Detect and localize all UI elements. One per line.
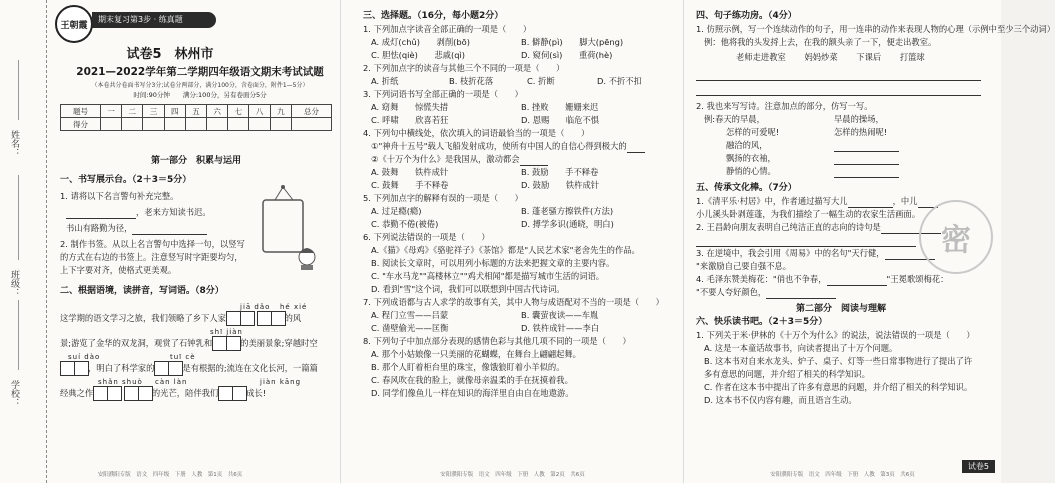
binding-school-label: 学校： <box>9 380 19 407</box>
answer-blank[interactable] <box>834 177 899 178</box>
q3-7-options <box>363 309 673 335</box>
q1-2-prompt: 2. 制作书签。从以上名言警句中选择一句，以竖写的方式在右边的书签上。注意竖写时字距要均匀，上下字要对齐，使格式更美观。 <box>60 239 245 275</box>
q3-2-options <box>363 75 673 88</box>
sentence-text: ②《十万个为什么》是我国从，激动都会 <box>371 154 520 164</box>
pinyin-row <box>60 376 332 386</box>
score-cell: 二 <box>122 105 143 118</box>
score-table <box>60 104 332 131</box>
q1-1-prompt: 1. 请将以下名言警句补充完整。 <box>60 191 179 201</box>
page-footer: 安阳濮阳专版 语文 四年级 下册 人教 第2页 共6页 <box>440 472 585 478</box>
char-box[interactable] <box>218 386 233 401</box>
sentence-text: ①"神舟十五号"载人飞船发射成功，使所有中国人的自信心得到极大的 <box>371 141 627 151</box>
option-c[interactable]: C. 折断 <box>527 76 555 86</box>
option-a[interactable]: A. 窈舞 惊慌失措 <box>371 102 449 112</box>
option-a[interactable]: A. 鼓舞 铁杵成针 <box>371 167 449 177</box>
pinyin-row <box>60 351 332 361</box>
prompt-word: 下课后 <box>856 52 882 62</box>
binding-name-label: 姓名： <box>9 130 19 157</box>
sentence-text: 景;游览了金华的双龙洞，观赏了石钟乳和 <box>60 338 213 348</box>
q5-text: ，中儿 <box>892 196 918 206</box>
bookmark-illustration <box>255 185 320 270</box>
pinyin-row <box>60 326 332 336</box>
option-b[interactable]: B. 挫败 姗姗来迟 <box>521 102 599 112</box>
q5-text: "王冕歌颂梅花： <box>886 274 949 284</box>
q3-8-stem: 8. 下列句子中加点部分表现的感情色彩与其他几项不同的一项是（ ） <box>363 336 631 346</box>
q3-4-sentence-1 <box>363 140 673 153</box>
pinyin-label: càn làn <box>155 378 188 386</box>
option-d[interactable]: D. 这本书不仅内容有趣，而且语言生动。 <box>704 395 857 405</box>
q3-5-stem: 5. 下列加点字的解释有误的一项是（ ） <box>363 193 523 203</box>
score-header-row <box>61 105 332 118</box>
q5-text: 2. 王昌龄向朋友表明自己纯洁正直的志向的诗句是 <box>696 222 881 232</box>
page-2 <box>340 0 684 483</box>
option-a[interactable]: A. 过足瘾(瘾) <box>371 206 422 216</box>
exam-note: （本卷共分卷面书写分3分;试卷分两部分，满分100分，含卷面分，附件1—5分） <box>91 82 309 89</box>
poem-line: 例:春天的早晨， <box>704 114 765 124</box>
char-box[interactable] <box>226 311 241 326</box>
poem-line: 早晨的操场， <box>834 114 884 124</box>
q1-heading: 一、书写展示台。（2＋3＝5分） <box>60 175 192 185</box>
score-cell: 得分 <box>61 118 101 131</box>
option-d[interactable]: D. 同学们像鱼儿一样在知识的海洋里自由自在地遨游。 <box>371 388 574 398</box>
option-c[interactable]: C. 呼啸 欣喜若狂 <box>371 115 449 125</box>
option-b[interactable]: B. 这本书对自来水龙头、炉子、桌子、灯等一些日常事物进行了提出了许多有意思的问题，并介绍了相关的科学知识。 <box>704 356 973 379</box>
poem-line: 怎样的热闹呢! <box>834 127 888 137</box>
option-d[interactable]: D. 恩赐 临危不惧 <box>521 115 600 125</box>
option-d[interactable]: D. 窥伺(sì) 重荷(hè) <box>521 50 613 60</box>
confidential-stamp: 密 <box>919 200 993 274</box>
page-1 <box>0 0 340 483</box>
option-d[interactable]: D. 铁杵成针——李白 <box>521 323 600 333</box>
score-cell[interactable] <box>270 118 291 131</box>
sentence-text: 的风 <box>284 313 302 323</box>
option-a[interactable]: A.《猫》《母鸡》《骆驼祥子》《茶馆》都是"人民艺术家"老舍先生的作品。 <box>371 245 640 255</box>
q3-4-sentence-2 <box>363 153 673 166</box>
score-cell[interactable] <box>228 118 249 131</box>
q3-1-options <box>363 36 673 62</box>
q5-text: 3. 在逆境中，我会引用《周易》中的名句"天行健， <box>696 248 885 258</box>
q3-2-stem: 2. 下列加点字的读音与其他三个不同的一项是（ ） <box>363 63 565 73</box>
answer-blank[interactable] <box>66 218 136 219</box>
option-d[interactable]: D. 不折不扣 <box>597 76 642 86</box>
page-footer: 安阳濮阳专版 语文 四年级 下册 人教 第3页 共6页 <box>770 472 915 478</box>
option-c[interactable]: C. 春风吹在我的脸上，就像母亲温柔的手在抚摸着我。 <box>371 375 573 385</box>
page-2-body <box>363 10 673 400</box>
score-cell[interactable] <box>122 118 143 131</box>
option-b[interactable]: B. 囊萤夜读——车胤 <box>521 310 599 320</box>
pinyin-label: hé xié <box>280 303 308 311</box>
page-footer: 安阳濮阳专版 语文 四年级 下册 人教 第1页 共6页 <box>97 472 243 478</box>
option-b[interactable]: B. 那个人盯着柜台里的珠宝，像饿狼盯着小羊似的。 <box>371 362 565 372</box>
sentence-text: 这学期的语文学习之旅，我们领略了乡下人家 <box>60 313 226 323</box>
binding-line <box>18 300 19 370</box>
prompt-word: 妈妈炒菜 <box>804 52 838 62</box>
q1-1-text: 书山有路勤为径， <box>66 223 133 233</box>
option-a[interactable]: A. 程门立雪——吕蒙 <box>371 310 449 320</box>
pinyin-label: shǎn shuò <box>98 378 143 386</box>
poem-line: 怎样的可爱呢! <box>726 127 780 137</box>
q4-2-poem <box>696 113 986 178</box>
binding-line <box>18 175 19 260</box>
char-box[interactable] <box>154 361 169 376</box>
q4-1-prompt: 1. 仿照示例，写一个连续动作的句子，用一连串的动作来表现人物的心理（示例中至少三个动词） <box>696 24 1055 34</box>
q3-8-options <box>363 348 673 400</box>
q5-text: 4. 毛泽东赞美梅花："俏也不争春， <box>696 274 827 284</box>
option-b[interactable]: B. 蓬老骚方擦铁件(方法) <box>521 206 614 216</box>
option-b[interactable]: B. 僻静(pì) 脚大(pēng) <box>521 37 624 47</box>
pinyin-label: jiā dǎo <box>240 303 271 311</box>
q3-3-options <box>363 101 673 127</box>
sentence-text: 的美丽景象;穿越时空 <box>240 338 318 348</box>
pinyin-label: tuī cè <box>170 353 196 361</box>
option-c[interactable]: C. 鼓舞 手不释卷 <box>371 180 449 190</box>
poem-line: 静悄的心情。 <box>726 166 776 176</box>
q4-2-prompt: 2. 我也来写写诗。注意加点的部分，仿写一写。 <box>696 101 873 111</box>
option-c[interactable]: C. 胆怯(qiè) 悲戚(qì) <box>371 50 466 60</box>
q5-4 <box>696 273 986 286</box>
score-cell: 一 <box>100 105 121 118</box>
q5-text: "不要人夸好颜色， <box>696 287 767 297</box>
q6-1-options <box>696 342 986 407</box>
review-banner: 期末复习第3步 · 练真题 <box>92 12 216 28</box>
char-box[interactable] <box>232 386 247 401</box>
option-a[interactable]: A. 折纸 <box>371 76 399 86</box>
option-a[interactable]: A. 那个小姑娘像一只美丽的花蝴蝶，在舞台上翩翩起舞。 <box>371 349 581 359</box>
q6-1-stem: 1. 下列关于米·伊林的《十万个为什么》的说法，说法错误的一项是（ ） <box>696 330 975 340</box>
q1-1-text: ，老来方知读书迟。 <box>136 207 211 217</box>
sentence-text: 的光芒，陪伴我们 <box>151 388 219 398</box>
score-cell[interactable] <box>100 118 121 131</box>
sentence-text: 是有根据的;流连在文化长河，一篇篇 <box>182 363 318 373</box>
binding-strip <box>4 0 47 483</box>
score-cell[interactable] <box>249 118 270 131</box>
q4-1-example: 例：他将我的头发捋上去，在我的额头亲了一下，便走出教室。 <box>704 37 937 47</box>
sentence-text: 成长! <box>246 388 267 398</box>
q3-7-stem: 7. 下列成语都与古人求学的故事有关，其中人物与成语配对不当的一项是（ ） <box>363 297 664 307</box>
score-cell: 九 <box>270 105 291 118</box>
q3-6-stem: 6. 下列说法错误的一项是（ ） <box>363 232 490 242</box>
q3-4-options <box>363 166 673 192</box>
answer-blank[interactable] <box>132 234 207 235</box>
score-cell: 三 <box>143 105 164 118</box>
exam-time: 时间:90分钟 满分:100分，另有卷面分5分 <box>133 91 267 99</box>
score-cell: 题号 <box>61 105 101 118</box>
q3-6-options <box>363 244 673 296</box>
sentence-text: ，明白了科学家的 <box>88 363 155 373</box>
score-cell[interactable] <box>164 118 185 131</box>
option-c[interactable]: C. 作者在这本书中提出了许多有意思的问题，并介绍了相关的科学知识。 <box>704 382 973 392</box>
option-b[interactable]: B. 鼓励 手不释卷 <box>521 167 599 177</box>
answer-blank[interactable] <box>627 152 645 153</box>
q4-1-words <box>696 51 986 64</box>
q3-heading: 三、选择题。（16分，每小题2分） <box>363 11 504 21</box>
option-b[interactable]: B. 枝折花落 <box>449 76 494 86</box>
q4-heading: 四、句子练功房。（4分） <box>696 11 797 21</box>
q5-3-cont: "来激励自己要自强不息。 <box>696 261 792 271</box>
poem-line: 融洽的风， <box>726 140 768 150</box>
binding-class-label: 班级： <box>9 270 19 297</box>
score-cell[interactable] <box>143 118 164 131</box>
score-cell[interactable] <box>207 118 228 131</box>
answer-blank[interactable] <box>766 298 836 299</box>
answer-line[interactable] <box>696 81 981 96</box>
option-a[interactable]: A. 成灯(chǔ) 剥削(bō) <box>371 37 470 47</box>
poem-line: 飘扬的衣袖， <box>726 153 776 163</box>
score-cell: 六 <box>207 105 228 118</box>
q3-1-stem: 1. 下列加点字读音全部正确的一项是（ ） <box>363 24 532 34</box>
option-d[interactable]: D. 看到"雪"这个词，我们可以联想到中国古代诗词。 <box>371 284 565 294</box>
option-c[interactable]: C. 凿壁偷光——匡衡 <box>371 323 449 333</box>
score-value-row <box>61 118 332 131</box>
q5-4-cont <box>696 286 986 299</box>
answer-line[interactable] <box>696 64 981 81</box>
q5-1-cont: 小儿溪头卧剥莲蓬，为我们描绘了一幅生动的农家生活画面。 <box>696 209 921 219</box>
paper-title: 试卷5 林州市 <box>126 47 214 62</box>
q3-5-options <box>363 205 673 231</box>
score-cell[interactable] <box>291 118 331 131</box>
option-c[interactable]: C. "车水马龙""高楼林立""鸡犬相闻"都是描写城市生活的词语。 <box>371 271 605 281</box>
pinyin-row <box>60 301 332 311</box>
publisher-logo <box>55 5 93 43</box>
sentence-text: 经典之作 <box>60 388 94 398</box>
q5-text: 1.《清平乐·村居》中，作者通过描写大儿 <box>696 196 848 206</box>
pinyin-label: suí dào <box>68 353 101 361</box>
part-2-heading: 第二部分 阅读与理解 <box>795 304 886 314</box>
q2-heading: 二、根据语境，读拼音，写词语。（8分） <box>60 286 224 296</box>
option-d[interactable]: D. 鼓励 铁杵成针 <box>521 180 600 190</box>
pinyin-label: jiàn kāng <box>260 378 302 386</box>
prompt-word: 打篮球 <box>899 52 925 62</box>
q3-3-stem: 3. 下列词语书写全部正确的一项是（ ） <box>363 89 523 99</box>
logo-text: 王朝霞 <box>60 20 88 31</box>
prompt-word: 老师走进教室 <box>736 52 786 62</box>
option-c[interactable]: C. 恭勤不倦(被倦) <box>371 219 439 229</box>
score-cell: 总分 <box>291 105 331 118</box>
part-1-heading: 第一部分 积累与运用 <box>150 156 241 166</box>
score-cell: 四 <box>164 105 185 118</box>
score-cell: 八 <box>249 105 270 118</box>
page-3 <box>683 0 1055 483</box>
exam-title: 2021—2022学年第二学期四年级语文期末考试试题 <box>76 66 324 78</box>
q2-sentence-3 <box>60 361 332 376</box>
score-cell: 五 <box>185 105 206 118</box>
option-a[interactable]: A. 这是一本童话故事书，向读者提出了十万个问题。 <box>704 343 898 353</box>
score-cell[interactable] <box>185 118 206 131</box>
binding-line <box>18 60 19 120</box>
answer-line[interactable] <box>696 234 916 247</box>
q5-heading: 五、传承文化棒。（7分） <box>696 183 797 193</box>
q3-4-stem: 4. 下列句中横线处，依次填入的词语最恰当的一项是（ ） <box>363 128 590 138</box>
option-b[interactable]: B. 阅读长文章时，可以用列小标题的方法来把握文章的主要内容。 <box>371 258 615 268</box>
paper-tab: 试卷5 <box>962 460 995 473</box>
score-cell: 七 <box>228 105 249 118</box>
option-d[interactable]: D. 搏学多识(通晓，明白) <box>521 219 614 229</box>
q2-sentence-2 <box>60 336 332 351</box>
pinyin-label: shī jiàn <box>210 328 243 336</box>
q6-heading: 六、快乐读书吧。（2＋3＝5分） <box>696 317 828 327</box>
